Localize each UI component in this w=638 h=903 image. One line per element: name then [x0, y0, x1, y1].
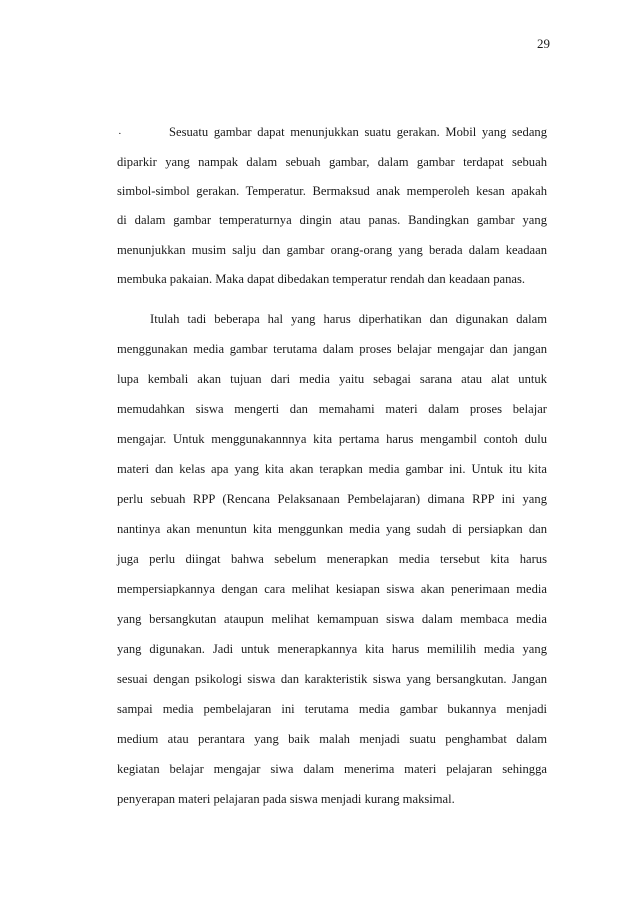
paragraph-line: sampai media pembelajaran ini terutama media gambar bukannya menjadi	[117, 702, 547, 716]
paragraph-line: di dalam gambar temperaturnya dingin atau panas. Bandingkan gambar yang	[117, 213, 547, 227]
paragraph-line: kegiatan belajar mengajar siwa dalam menerima materi pelajaran sehingga	[117, 762, 547, 776]
paragraph-line: nantinya akan menuntun kita menggunkan media yang sudah di persiapkan dan	[117, 522, 547, 536]
paragraph-line: Itulah tadi beberapa hal yang harus diperhatikan dan digunakan dalam	[150, 312, 547, 326]
paragraph-line: perlu sebuah RPP (Rencana Pelaksanaan Pembelajaran) dimana RPP ini yang	[117, 492, 547, 506]
paragraph-line: juga perlu diingat bahwa sebelum menerapkan media tersebut kita harus	[117, 552, 547, 566]
paragraph-line: mempersiapkannya dengan cara melihat kesiapan siswa akan penerimaan media	[117, 582, 547, 596]
paragraph-line: lupa kembali akan tujuan dari media yaitu sebagai sarana atau alat untuk	[117, 372, 547, 386]
paragraph-line: membuka pakaian. Maka dapat dibedakan temperatur rendah dan keadaan panas.	[117, 272, 526, 286]
paragraph-line: Sesuatu gambar dapat menunjukkan suatu gerakan. Mobil yang sedang	[169, 125, 547, 139]
paragraph-line: medium atau perantara yang baik malah menjadi suatu penghambat dalam	[117, 732, 547, 746]
paragraph-line: memudahkan siswa mengerti dan memahami materi dalam proses belajar	[117, 402, 547, 416]
paragraph-line: simbol-simbol gerakan. Temperatur. Bermaksud anak memperoleh kesan apakah	[117, 184, 547, 198]
paragraph-line: penyerapan materi pelajaran pada siswa menjadi kurang maksimal.	[117, 792, 455, 806]
paragraph-line: diparkir yang nampak dalam sebuah gambar, dalam gambar terdapat sebuah	[117, 155, 547, 169]
bullet-mark: ·	[118, 128, 122, 140]
paragraph-line: menggunakan media gambar terutama dalam proses belajar mengajar dan jangan	[117, 342, 547, 356]
paragraph-line: yang bersangkutan ataupun melihat kemampuan siswa dalam membaca media	[117, 612, 547, 626]
page-number: 29	[537, 36, 550, 51]
paragraph-line: yang digunakan. Jadi untuk menerapkannya kita harus memililih media yang	[117, 642, 547, 656]
paragraph-line: materi dan kelas apa yang kita akan terapkan media gambar ini. Untuk itu kita	[117, 462, 547, 476]
paragraph-line: mengajar. Untuk menggunakannnya kita pertama harus mengambil contoh dulu	[117, 432, 547, 446]
paragraph-line: sesuai dengan psikologi siswa dan karakteristik siswa yang bersangkutan. Jangan	[117, 672, 547, 686]
paragraph-line: menunjukkan musim salju dan gambar orang-orang yang berada dalam keadaan	[117, 243, 547, 257]
